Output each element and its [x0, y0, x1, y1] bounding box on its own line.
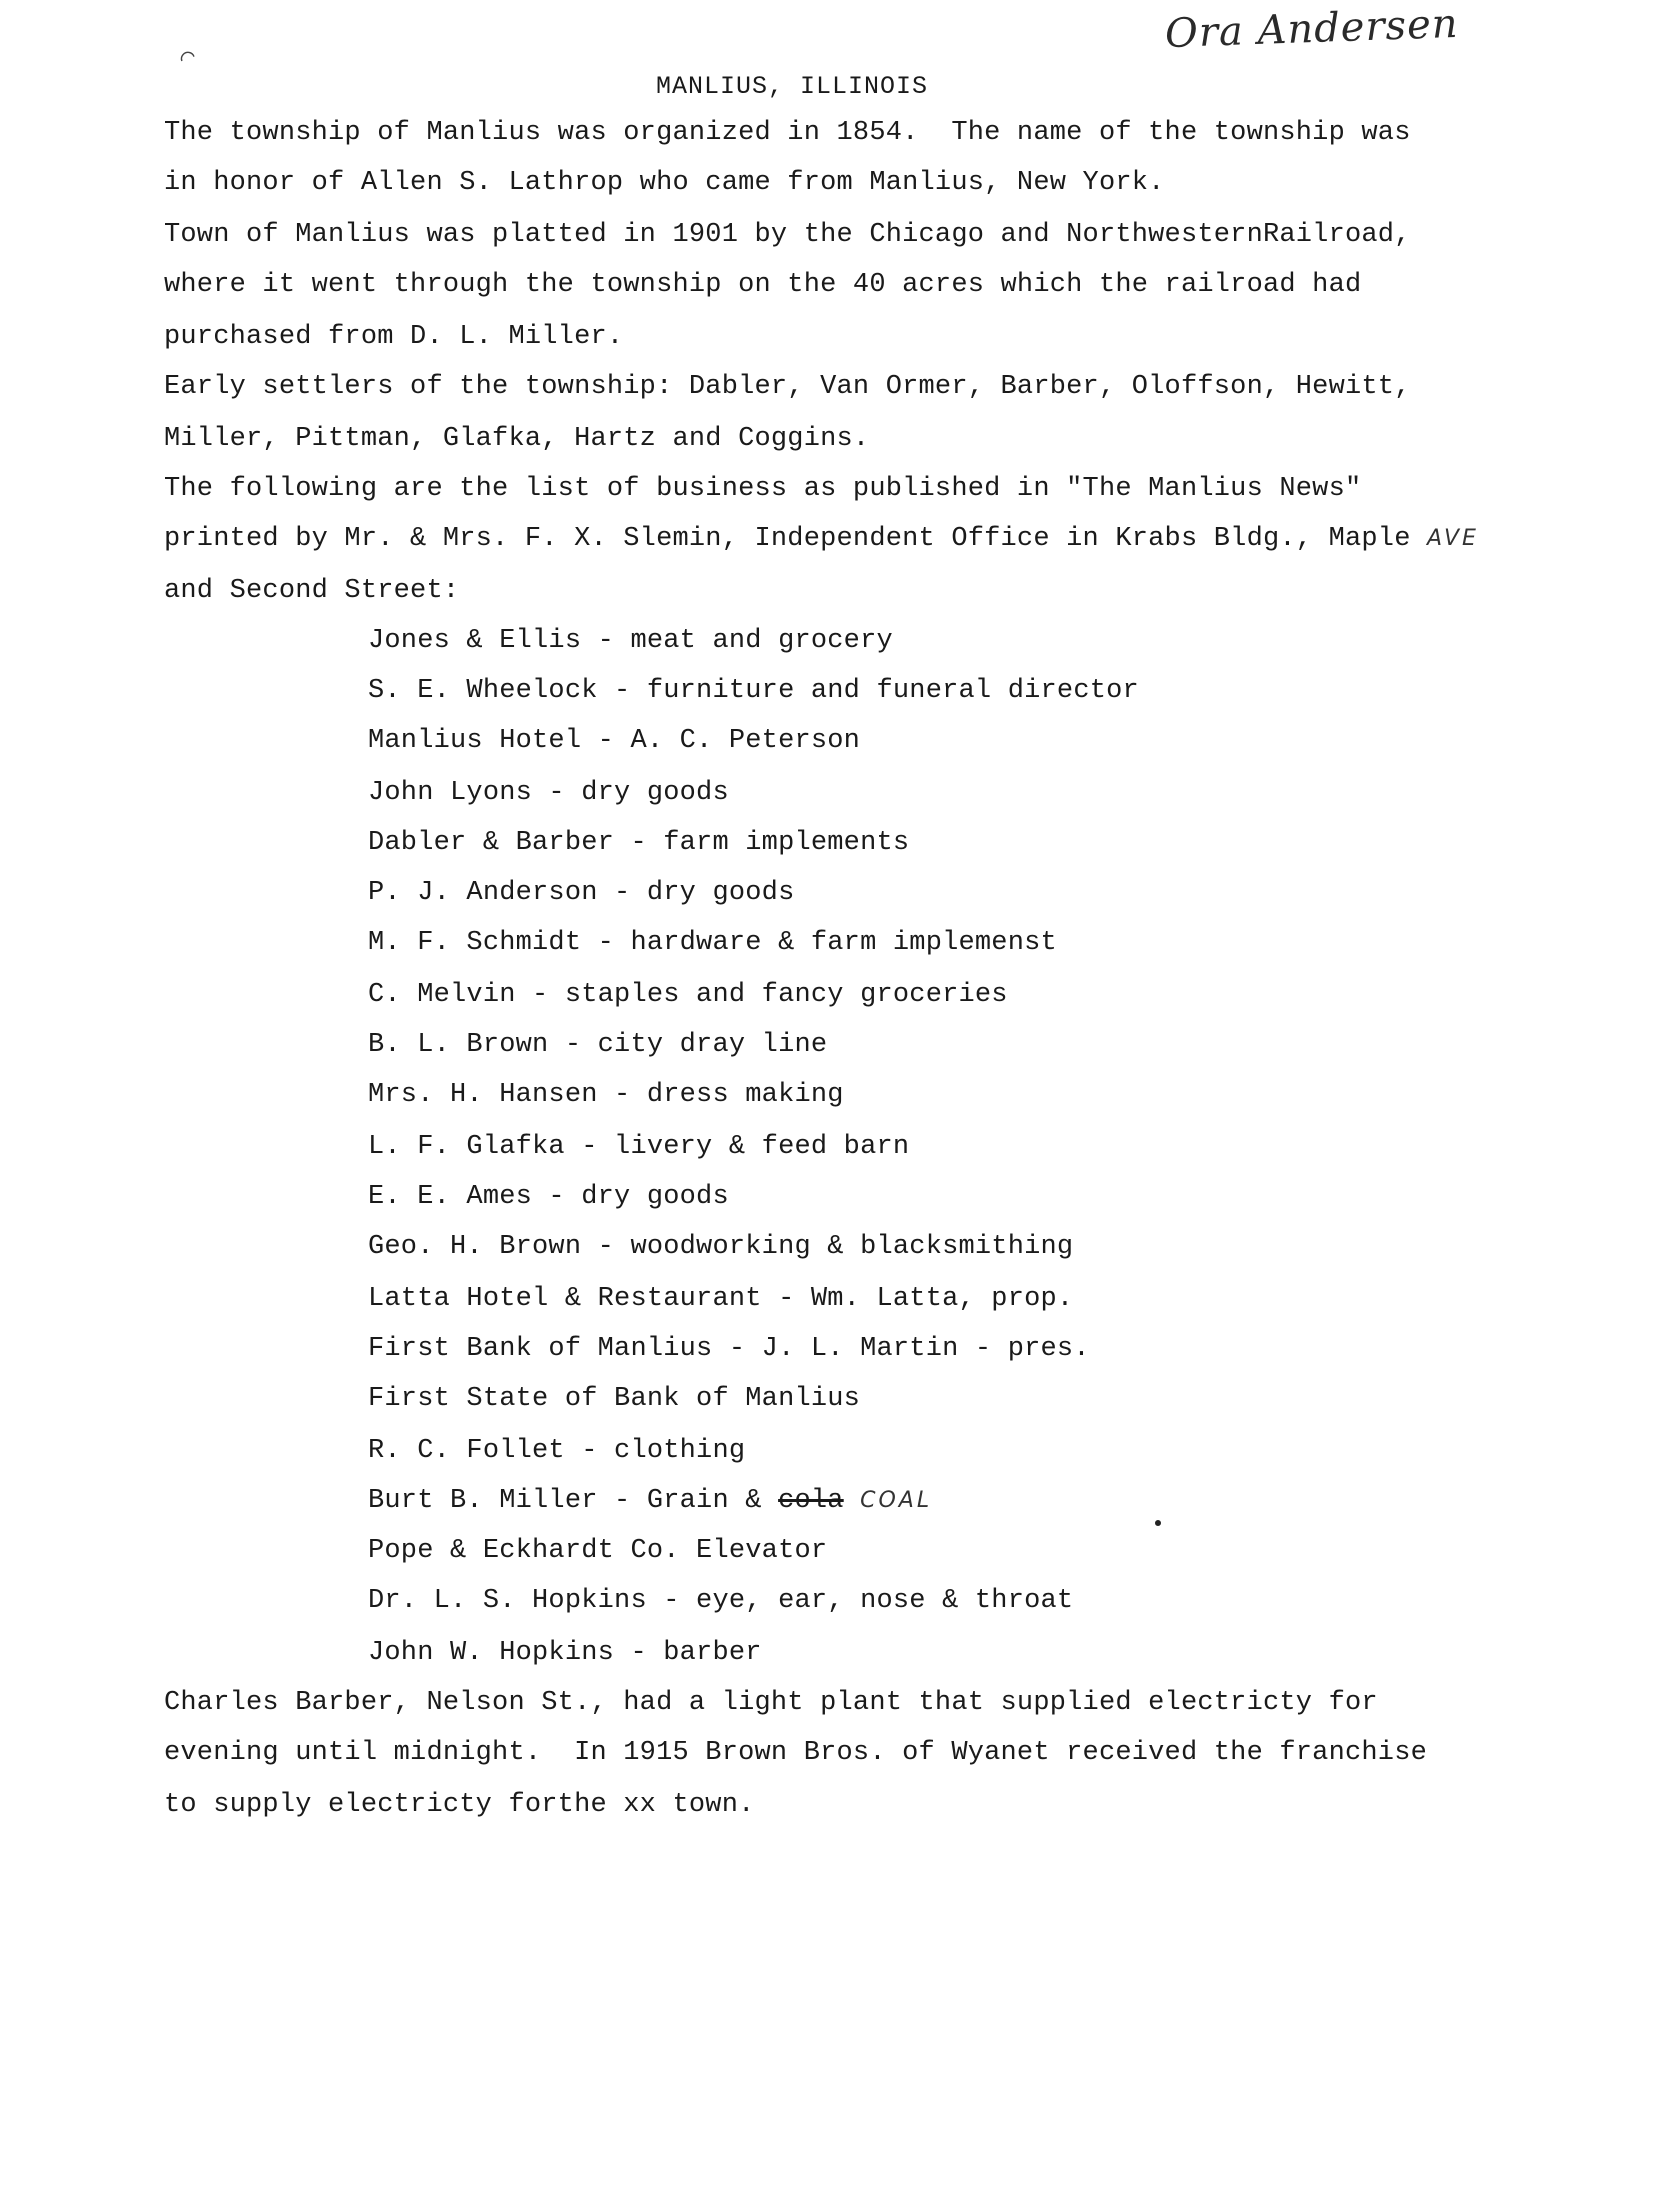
paragraph-line: Early settlers of the township: Dabler, Van Ormer, Barber, Oloffson, Hewitt,: [164, 372, 1411, 402]
business-item: John Lyons - dry goods: [368, 778, 729, 808]
business-item: L. F. Glafka - livery & feed barn: [368, 1132, 910, 1162]
business-text: Burt B. Miller - Grain &: [368, 1486, 779, 1516]
closing-line: evening until midnight. In 1915 Brown Bros. of Wyanet received the franchise: [164, 1738, 1428, 1768]
paragraph-line: Town of Manlius was platted in 1901 by the Chicago and NorthwesternRailroad,: [164, 220, 1411, 250]
paragraph-line: Miller, Pittman, Glafka, Hartz and Coggins.: [164, 424, 870, 454]
paragraph-line: [164, 524, 1479, 554]
business-item: B. L. Brown - city dray line: [368, 1030, 828, 1060]
business-item: First State of Bank of Manlius: [368, 1384, 861, 1414]
paragraph-line: where it went through the township on the 40 acres which the railroad had: [164, 270, 1362, 300]
business-item: First Bank of Manlius - J. L. Martin - pres.: [368, 1334, 1090, 1364]
paragraph-line: purchased from D. L. Miller.: [164, 322, 624, 352]
paragraph-text: printed by Mr. & Mrs. F. X. Slemin, Independent Office in Krabs Bldg., Maple: [164, 524, 1411, 554]
business-item: [368, 1486, 932, 1516]
business-item: Manlius Hotel - A. C. Peterson: [368, 726, 861, 756]
business-item: Dr. L. S. Hopkins - eye, ear, nose & throat: [368, 1586, 1074, 1616]
business-item: M. F. Schmidt - hardware & farm implemenst: [368, 928, 1057, 958]
business-item: R. C. Follet - clothing: [368, 1436, 746, 1466]
page-title: MANLIUS, ILLINOIS: [656, 72, 929, 101]
paragraph-line: The township of Manlius was organized in 1854. The name of the township was: [164, 118, 1411, 148]
business-item: E. E. Ames - dry goods: [368, 1182, 729, 1212]
business-item: Mrs. H. Hansen - dress making: [368, 1080, 844, 1110]
handwritten-ave-note: AVE: [1427, 526, 1479, 551]
closing-line: Charles Barber, Nelson St., had a light plant that supplied electricty for: [164, 1688, 1378, 1718]
business-item: C. Melvin - staples and fancy groceries: [368, 980, 1008, 1010]
business-item: Pope & Eckhardt Co. Elevator: [368, 1536, 828, 1566]
paragraph-line: in honor of Allen S. Lathrop who came from Manlius, New York.: [164, 168, 1165, 198]
business-item: P. J. Anderson - dry goods: [368, 878, 795, 908]
closing-line: to supply electricty forthe xx town.: [164, 1790, 755, 1820]
handwritten-coal-note: COAL: [860, 1488, 933, 1513]
business-item: S. E. Wheelock - furniture and funeral director: [368, 676, 1139, 706]
struck-word: cola: [778, 1486, 844, 1516]
business-item: Latta Hotel & Restaurant - Wm. Latta, prop.: [368, 1284, 1074, 1314]
ink-dot: [1155, 1520, 1161, 1526]
business-item: Dabler & Barber - farm implements: [368, 828, 910, 858]
business-item: John W. Hopkins - barber: [368, 1638, 762, 1668]
business-item: Jones & Ellis - meat and grocery: [368, 626, 893, 656]
handwritten-signature: Ora Andersen: [1164, 0, 1460, 58]
paragraph-line: The following are the list of business as published in "The Manlius News": [164, 474, 1362, 504]
business-item: Geo. H. Brown - woodworking & blacksmithing: [368, 1232, 1074, 1262]
pen-mark-icon: ⌒: [176, 43, 200, 74]
paragraph-line: and Second Street:: [164, 576, 460, 606]
